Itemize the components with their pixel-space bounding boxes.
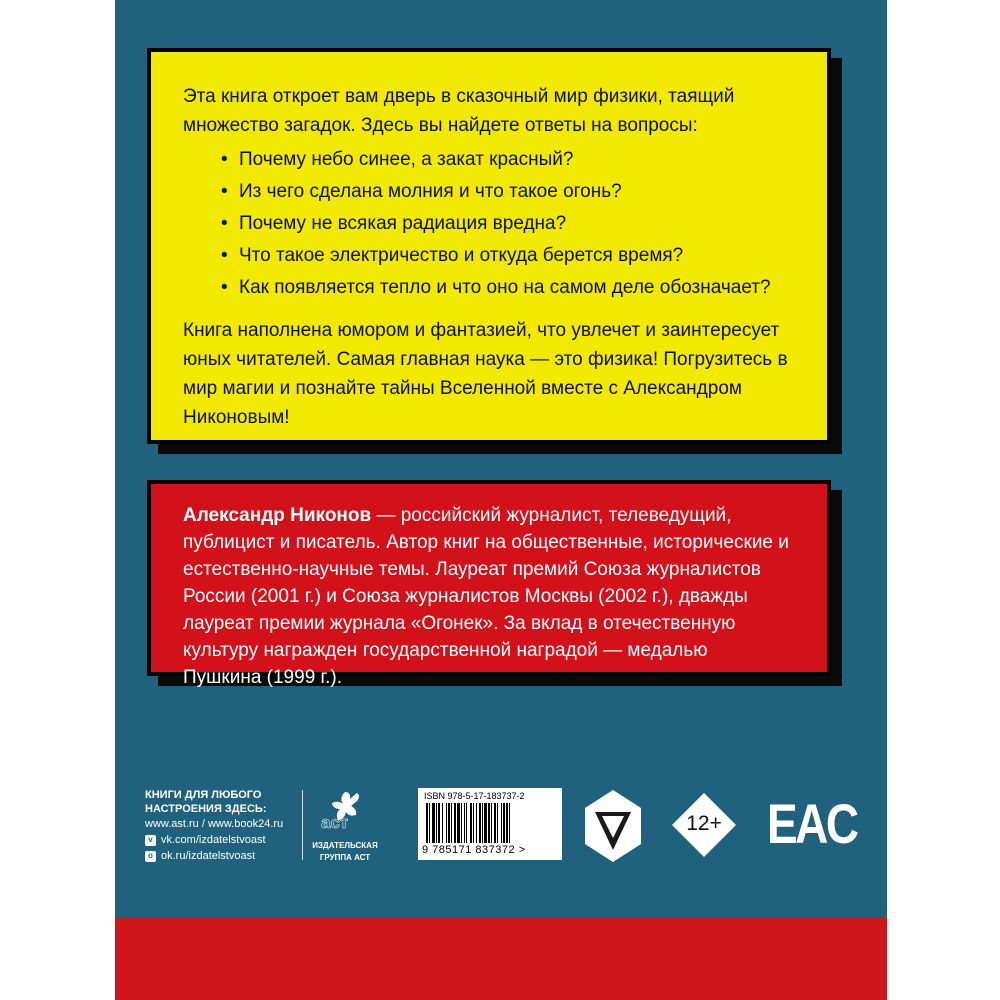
isbn-number: ISBN 978-5-17-183737-2: [424, 791, 525, 801]
ast-logo-text: аст: [321, 813, 349, 832]
barcode-bar: [448, 803, 450, 843]
question-list: [183, 144, 791, 304]
publisher-name-line2: ГРУППА АСТ: [319, 853, 371, 862]
ast-logo-icon: [315, 788, 375, 834]
barcode-bar: [488, 803, 490, 843]
author-box: [147, 480, 831, 688]
eac-mark: EAC: [767, 792, 857, 855]
ok-link[interactable]: [145, 848, 283, 864]
annotation-intro: Эта книга откроет вам дверь в сказочный мир физики, таящий множество загадок. Здесь вы найдете ответы на вопросы:: [183, 86, 735, 136]
barcode-bar: [476, 803, 477, 843]
footer-divider: [302, 790, 303, 860]
age-rating-badge: [671, 792, 737, 858]
list-item: • Почему небо синее, а закат красный?: [221, 144, 791, 176]
barcode-bar: [464, 803, 465, 843]
barcode-icon: [424, 803, 556, 843]
annotation-outro: Книга наполнена юмором и фантазией, что увлечет и заинтересует юных читателей. Самая главная наука — это физика! Погрузитесь в мир магии и познайте тайны Вселенной вместе с Александром Никоновым!: [183, 320, 788, 428]
barcode-bar: [494, 803, 496, 843]
vk-link-text[interactable]: vk.com/izdatelstvoast: [161, 834, 266, 846]
barcode-bar: [446, 803, 447, 843]
ast-publisher-logo: [311, 788, 379, 863]
age-rating: 12+: [686, 812, 722, 835]
barcode-bar: [461, 803, 462, 843]
list-item: • Как появляется тепло и что оно на самом деле обозначает?: [221, 272, 791, 304]
v-publisher-icon: [583, 788, 643, 864]
barcode-digits: 9 785171 837372 >: [422, 844, 526, 856]
barcode-bar: [442, 803, 443, 843]
annotation-box: [147, 48, 831, 444]
barcode-bar: [454, 803, 456, 843]
ok-link-text[interactable]: ok.ru/izdatelstvoast: [161, 850, 256, 862]
barcode-bar: [436, 803, 437, 843]
links-heading-line2: НАСТРОЕНИЯ ЗДЕСЬ:: [145, 803, 267, 815]
vk-icon: v: [145, 835, 156, 846]
barcode-bar: [466, 803, 467, 843]
book-back-cover: [115, 0, 887, 1000]
list-item: • Почему не всякая радиация вредна?: [221, 208, 791, 240]
barcode-bar: [491, 803, 492, 843]
list-item: • Что такое электричество и откуда берется время?: [221, 240, 791, 272]
barcode-bar: [429, 803, 430, 843]
isbn-barcode: [418, 788, 562, 860]
website-links[interactable]: [145, 816, 283, 832]
cover-footer: [115, 780, 887, 890]
barcode-bar: [473, 803, 474, 843]
ok-icon: o: [145, 851, 156, 862]
barcode-bar: [470, 803, 472, 843]
publisher-name-line1: ИЗДАТЕЛЬСКАЯ: [312, 841, 378, 850]
barcode-bar: [501, 803, 502, 843]
barcode-bar: [457, 803, 460, 843]
barcode-bar: [426, 803, 428, 843]
website-links-text[interactable]: www.ast.ru / www.book24.ru: [145, 818, 284, 830]
publisher-links: [145, 788, 283, 864]
barcode-bar: [451, 803, 452, 843]
author-bio-paragraph: [183, 502, 791, 691]
vk-link[interactable]: [145, 832, 283, 848]
barcode-bar: [482, 803, 483, 843]
list-item: • Из чего сделана молния и что такое огонь?: [221, 176, 791, 208]
barcode-bar: [497, 803, 498, 843]
barcode-bar: [438, 803, 440, 843]
barcode-bar: [509, 803, 510, 843]
barcode-bar: [503, 803, 505, 843]
barcode-bar: [432, 803, 435, 843]
links-heading-line1: КНИГИ ДЛЯ ЛЮБОГО: [145, 789, 262, 801]
author-bio: — российский журналист, телеведущий, публицист и писатель. Автор книг на общественные, исторические и естественно-научные темы. Лауреат премий Союза журналистов России (2001 г.) и Союза журналистов Москвы (2002 г.), дважды лауреат премии журнала «Огонек». За вклад в отечественную культуру награжден государственной наградой — медалью Пушкина (1999 г.).: [183, 505, 789, 688]
bottom-red-strip: [115, 918, 887, 1000]
author-name: Александр Никонов: [183, 505, 372, 526]
barcode-bar: [479, 803, 481, 843]
barcode-bar: [484, 803, 487, 843]
barcode-bar: [506, 803, 508, 843]
